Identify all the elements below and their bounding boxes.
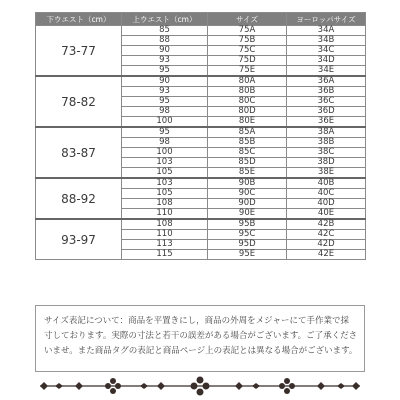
europe-size-cell: 38B [287,138,366,148]
size-cell: 95C [208,230,287,240]
europe-size-cell: 34C [287,46,366,56]
size-cell: 90D [208,199,287,209]
europe-size-cell: 34B [287,36,366,46]
europe-size-cell: 38D [287,158,366,168]
europe-size-cell: 40B [287,178,366,189]
size-note [35,305,365,372]
top-bust-cell: 95 [122,97,208,107]
note-line: サイズ表記について：商品を平置きにし，商品の外周をメジャーにて手作業で採 [44,316,349,326]
size-cell: 85C [208,148,287,158]
size-cell: 75B [208,36,287,46]
size-cell: 95B [208,219,287,230]
top-bust-cell: 108 [122,219,208,230]
europe-size-cell: 38C [287,148,366,158]
under-bust-range-cell: 93-97 [36,219,122,260]
top-bust-cell: 110 [122,209,208,220]
header-top-bust: 上ウエスト（cm） [122,13,208,26]
header-size: サイズ [208,13,287,26]
top-bust-cell: 95 [122,66,208,77]
under-bust-range-cell: 83-87 [36,127,122,178]
size-cell: 90C [208,189,287,199]
europe-size-cell: 40E [287,209,366,220]
note-line: いませ。また商品タグの表記と商品ページ上の表記とは異なる場合がございます。 [44,346,358,356]
top-bust-cell: 100 [122,117,208,128]
europe-size-cell: 34A [287,26,366,36]
top-bust-cell: 88 [122,36,208,46]
size-cell: 80D [208,107,287,117]
europe-size-cell: 38E [287,168,366,179]
header-europe-size: ヨーロッパサイズ [287,13,366,26]
size-cell: 80A [208,76,287,87]
europe-size-cell: 42E [287,250,366,260]
europe-size-cell: 34D [287,56,366,66]
top-bust-cell: 93 [122,87,208,97]
top-bust-cell: 110 [122,230,208,240]
europe-size-cell: 36B [287,87,366,97]
europe-size-cell: 38A [287,127,366,138]
top-bust-cell: 113 [122,240,208,250]
top-bust-cell: 105 [122,189,208,199]
under-bust-range-cell: 73-77 [36,26,122,77]
europe-size-cell: 36D [287,107,366,117]
size-cell: 85D [208,158,287,168]
top-bust-cell: 100 [122,148,208,158]
top-bust-cell: 93 [122,56,208,66]
size-cell: 90B [208,178,287,189]
note-line: 寸しております。実際の寸法と若干の誤差がある場合がございます。ご了承くださ [44,331,358,341]
size-cell: 90E [208,209,287,220]
top-bust-cell: 85 [122,26,208,36]
table-row [36,76,366,87]
size-cell: 85B [208,138,287,148]
top-bust-cell: 98 [122,107,208,117]
top-bust-cell: 103 [122,178,208,189]
top-bust-cell: 90 [122,76,208,87]
size-cell: 75A [208,26,287,36]
top-bust-cell: 95 [122,127,208,138]
size-cell: 85A [208,127,287,138]
size-cell: 85E [208,168,287,179]
top-bust-cell: 103 [122,158,208,168]
table-row [36,219,366,230]
size-cell: 95D [208,240,287,250]
top-bust-cell: 115 [122,250,208,260]
size-cell: 75D [208,56,287,66]
size-cell: 75C [208,46,287,56]
size-table-body [36,26,366,260]
europe-size-cell: 36C [287,97,366,107]
under-bust-range-cell: 78-82 [36,76,122,127]
under-bust-range-cell: 88-92 [36,178,122,219]
europe-size-cell: 42C [287,230,366,240]
europe-size-cell: 36A [287,76,366,87]
table-row [36,127,366,138]
europe-size-cell: 36E [287,117,366,128]
size-table-header-row [36,13,366,26]
europe-size-cell: 40C [287,189,366,199]
size-table [35,12,366,260]
europe-size-cell: 40D [287,199,366,209]
europe-size-cell: 42D [287,240,366,250]
ornamental-border [35,376,365,396]
top-bust-cell: 108 [122,199,208,209]
top-bust-cell: 98 [122,138,208,148]
table-row [36,26,366,36]
size-cell: 95E [208,250,287,260]
table-row [36,178,366,189]
size-cell: 80E [208,117,287,128]
top-bust-cell: 90 [122,46,208,56]
size-cell: 75E [208,66,287,77]
europe-size-cell: 42B [287,219,366,230]
europe-size-cell: 34E [287,66,366,77]
size-cell: 80C [208,97,287,107]
header-under-bust: 下ウエスト（cm） [36,13,122,26]
size-cell: 80B [208,87,287,97]
top-bust-cell: 105 [122,168,208,179]
